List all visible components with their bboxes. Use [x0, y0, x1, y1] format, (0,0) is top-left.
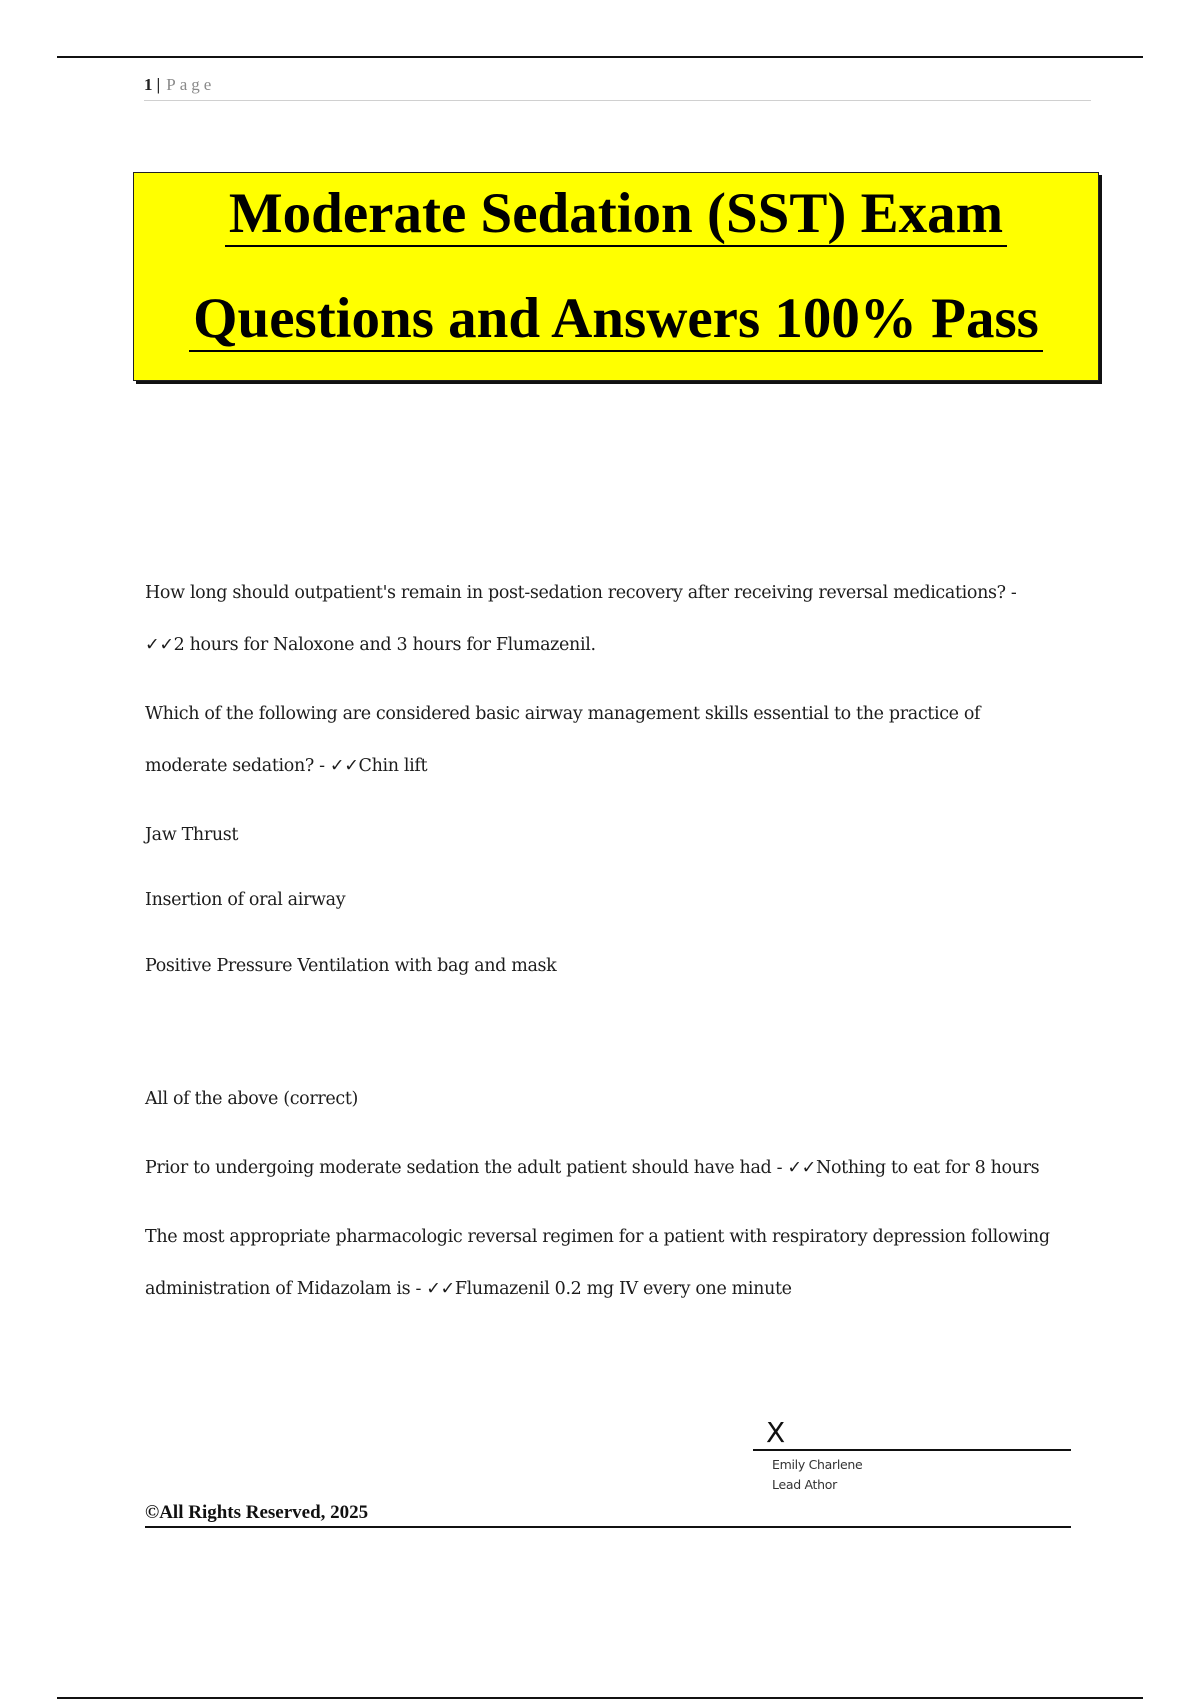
title-box: [133, 172, 1099, 381]
signature-name: Emily Charlene: [772, 1457, 863, 1472]
question-2-answer-text: moderate sedation? - ✓✓Chin lift: [145, 756, 428, 776]
page-number: 1: [144, 75, 153, 94]
question-4-answer-text: administration of Midazolam is - ✓✓Flumazenil 0.2 mg IV every one minute: [145, 1279, 792, 1299]
page-separator: |: [156, 75, 161, 94]
copyright-footer: ©All Rights Reserved, 2025: [145, 1502, 369, 1523]
answer-option-oral-airway: Insertion of oral airway: [145, 890, 346, 910]
footer-rule: [145, 1526, 1071, 1528]
signature-mark: X: [766, 1416, 786, 1449]
question-3-text: Prior to undergoing moderate sedation the adult patient should have had - ✓✓Nothing to eat for 8 hours: [145, 1158, 1040, 1178]
title-line-1: [134, 181, 1098, 253]
question-4-text: The most appropriate pharmacologic reversal regimen for a patient with respiratory depression following: [145, 1227, 1050, 1247]
page-header: [144, 72, 1091, 101]
question-2-text: Which of the following are considered basic airway management skills essential to the practice of: [145, 704, 981, 724]
signature-role: Lead Athor: [772, 1477, 837, 1492]
title-line-2: [134, 286, 1098, 358]
title-text-1: Moderate Sedation (SST) Exam: [225, 182, 1007, 247]
answer-1-text: ✓✓2 hours for Naloxone and 3 hours for Flumazenil.: [145, 635, 596, 655]
answer-option-jaw-thrust: Jaw Thrust: [145, 825, 239, 845]
top-border-rule: [57, 56, 1143, 58]
question-1-text: How long should outpatient's remain in post-sedation recovery after receiving reversal medications? -: [145, 583, 1017, 603]
title-text-2: Questions and Answers 100% Pass: [189, 287, 1043, 352]
answer-option-all-above: All of the above (correct): [145, 1089, 358, 1109]
page-label: Page: [166, 75, 216, 94]
bottom-border-rule: [57, 1697, 1143, 1699]
answer-option-ppv: Positive Pressure Ventilation with bag and mask: [145, 956, 557, 976]
signature-line: [753, 1449, 1071, 1451]
